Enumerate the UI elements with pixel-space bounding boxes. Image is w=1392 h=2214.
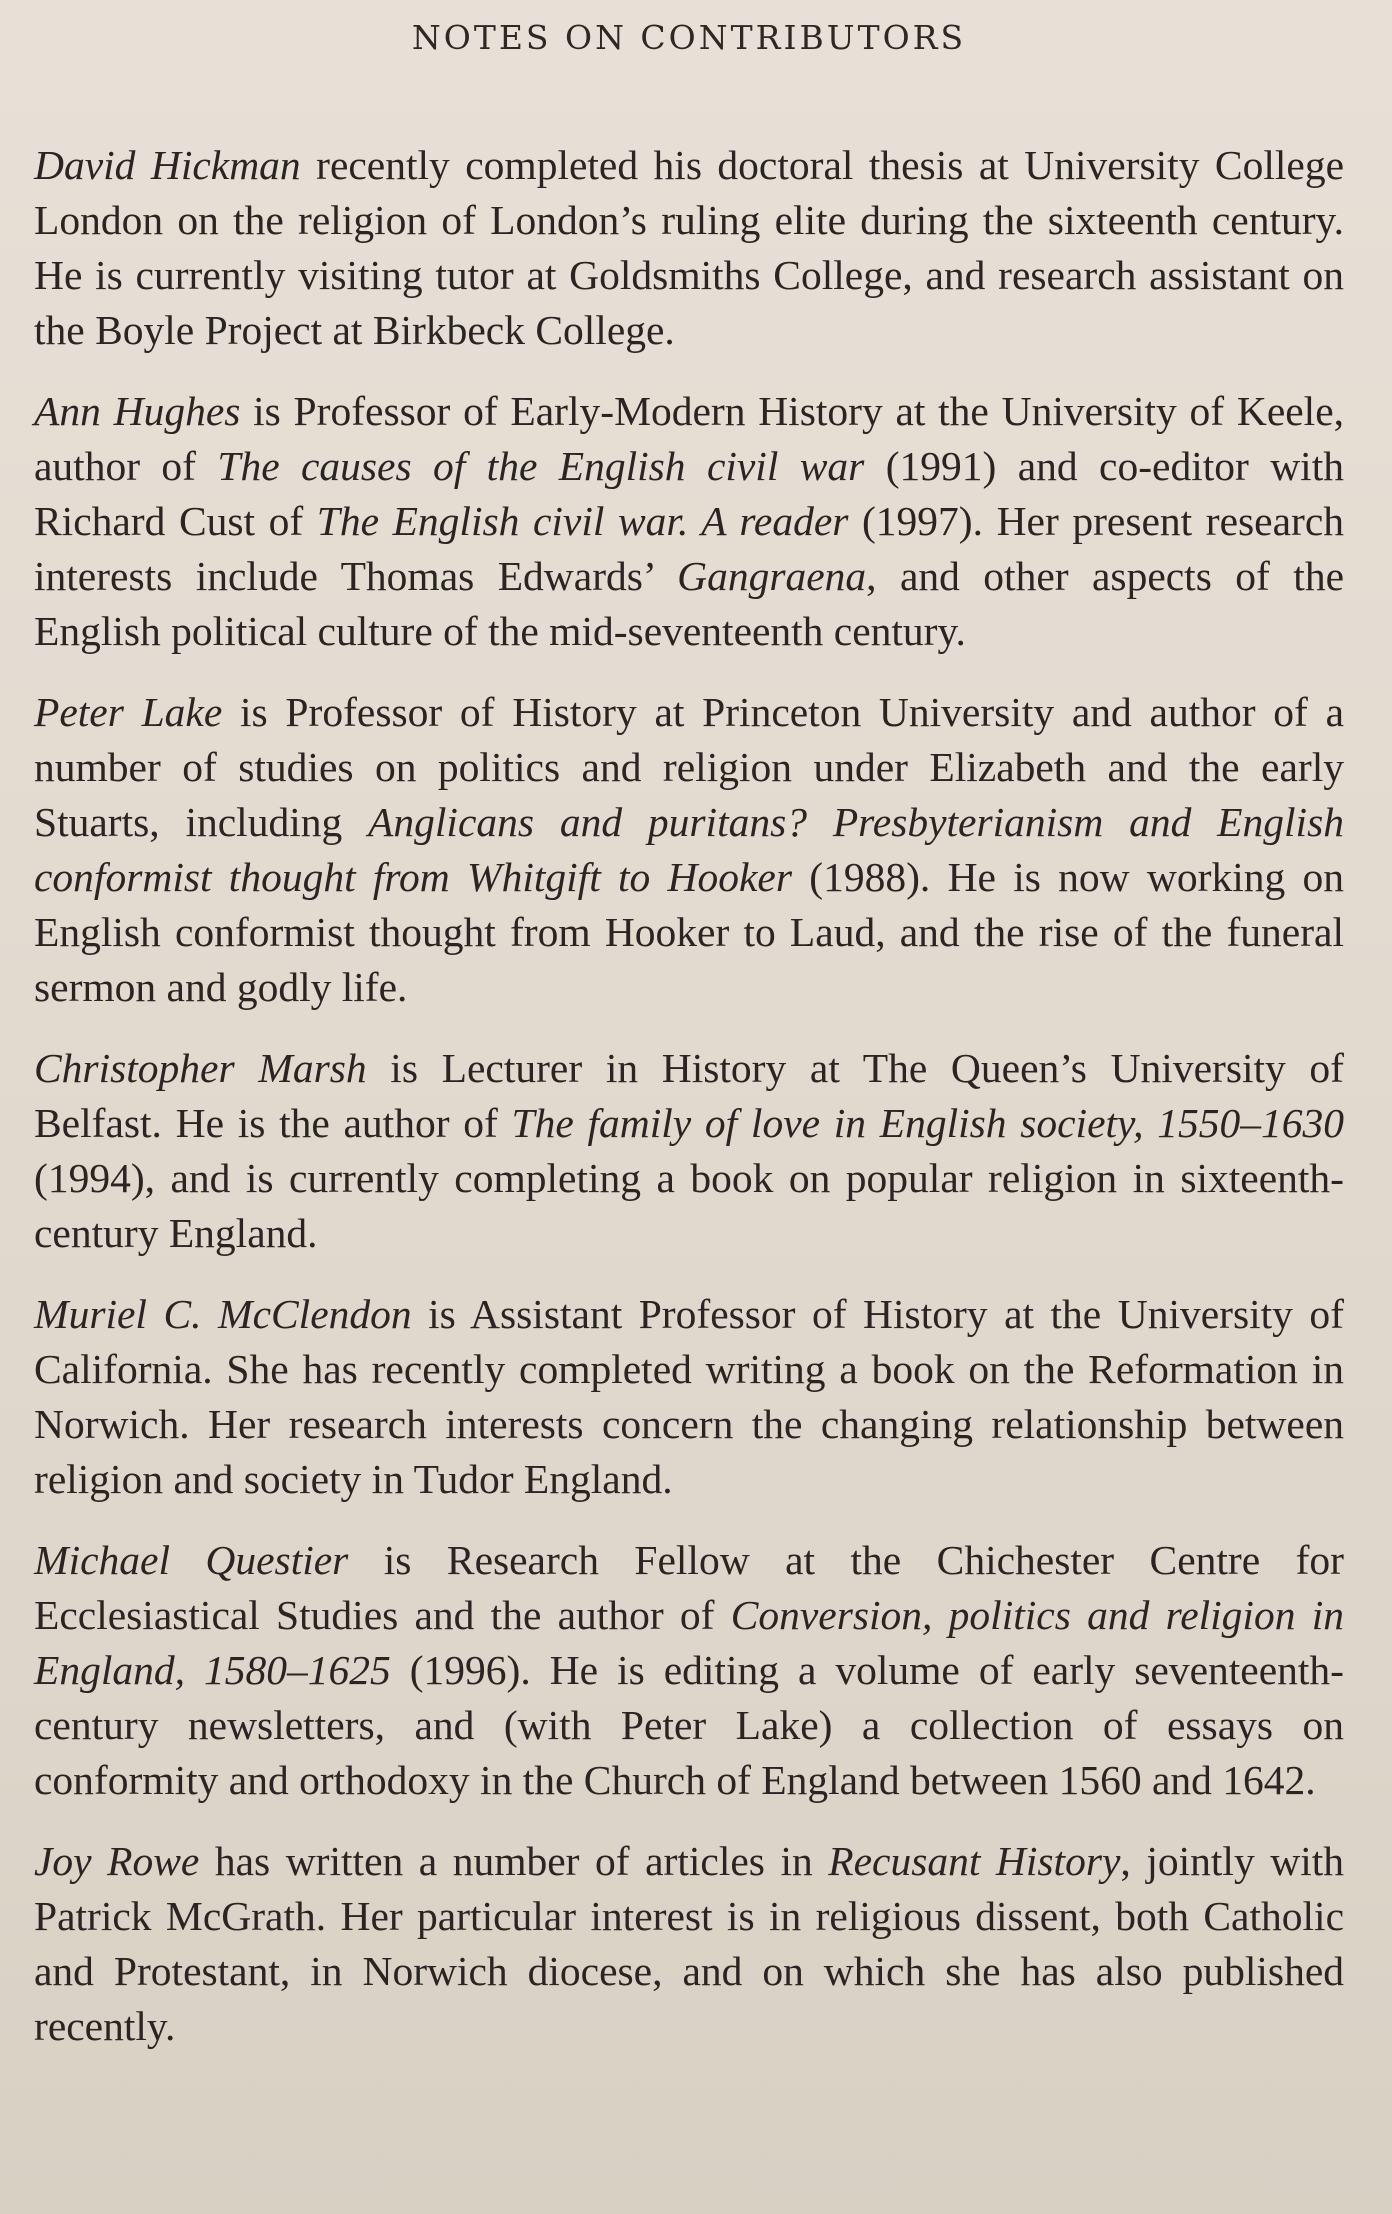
contributor-name: Joy Rowe bbox=[34, 1838, 200, 1884]
contributor-entry bbox=[34, 1533, 1344, 1808]
journal-title: Recusant History bbox=[828, 1838, 1121, 1884]
entry-text: (1996). He is editing a volume of early seventeenth-century newsletters, and (with Peter Lake) a collection of essays on conformity and orthodoxy in the Church of England between 1560 and 1642. bbox=[34, 1647, 1344, 1803]
entry-text: , jointly with Patrick McGrath. Her particular interest is in religious dissent, both Catholic and Protestant, in Norwich diocese, and on which she has also published recently. bbox=[34, 1838, 1344, 2049]
entry-text: (1988). He is now working on English conformist thought from Hooker to Laud, and the rise of the funeral sermon and godly life. bbox=[34, 854, 1345, 1010]
entry-text: has written a number of articles in bbox=[199, 1838, 829, 1884]
page-heading: NOTES ON CONTRIBUTORS bbox=[411, 18, 967, 57]
contributor-entry bbox=[34, 384, 1344, 659]
entry-text: is Lecturer in History at The Queen’s University of Belfast. He is the author of bbox=[34, 1045, 1345, 1146]
contributor-list bbox=[34, 138, 1344, 2054]
book-title: Anglicans and puritans? Presbyterianism and English conformist thought from Whitgift to Hooker bbox=[34, 799, 1344, 900]
entry-text: (1997). Her present research interests include Thomas Edwards’ bbox=[34, 498, 1344, 599]
entry-text: is Assistant Professor of History at the University of California. She has recently completed writing a book on the Reformation in Norwich. Her research interests concern the changing relationship between religion and society in Tudor England. bbox=[34, 1291, 1344, 1502]
entry-text: recently completed his doctoral thesis at University College London on the religion of London’s ruling elite during the sixteenth century. He is currently visiting tutor at Goldsmiths College, and research assistant on the Boyle Project at Birkbeck College. bbox=[34, 142, 1344, 353]
entry-text: is Professor of Early-Modern History at the University of Keele, author of bbox=[34, 388, 1344, 489]
book-title: The English civil war. A reader bbox=[316, 498, 849, 544]
entry-text: is Research Fellow at the Chichester Centre for Ecclesiastical Studies and the author of bbox=[34, 1537, 1344, 1638]
contributor-name: Michael Questier bbox=[34, 1537, 349, 1583]
contributor-entry bbox=[34, 1834, 1344, 2054]
contributor-name: Christopher Marsh bbox=[34, 1045, 367, 1091]
contributor-name: David Hickman bbox=[34, 142, 301, 188]
entry-text: (1991) and co-editor with Richard Cust of bbox=[34, 443, 1344, 544]
entry-text: (1994), and is currently completing a book on popular religion in sixteenth-century England. bbox=[34, 1155, 1344, 1256]
entry-text: , and other aspects of the English political culture of the mid-seventeenth century. bbox=[34, 553, 1344, 654]
book-title: Gangraena bbox=[677, 553, 867, 599]
book-title: Conversion, politics and religion in England, 1580–1625 bbox=[34, 1592, 1344, 1693]
contributor-entry bbox=[34, 138, 1344, 358]
contributor-name: Peter Lake bbox=[34, 689, 223, 735]
contributor-entry bbox=[34, 1041, 1344, 1261]
entry-text: is Professor of History at Princeton University and author of a number of studies on politics and religion under Elizabeth and the early Stuarts, including bbox=[34, 689, 1344, 845]
contributor-name: Muriel C. McClendon bbox=[34, 1291, 412, 1337]
page bbox=[34, 0, 1344, 2080]
contributor-entry bbox=[34, 685, 1344, 1015]
contributor-name: Ann Hughes bbox=[34, 388, 241, 434]
contributor-entry bbox=[34, 1287, 1344, 1507]
book-title: The family of love in English society, 1550–1630 bbox=[511, 1100, 1344, 1146]
book-title: The causes of the English civil war bbox=[217, 443, 865, 489]
